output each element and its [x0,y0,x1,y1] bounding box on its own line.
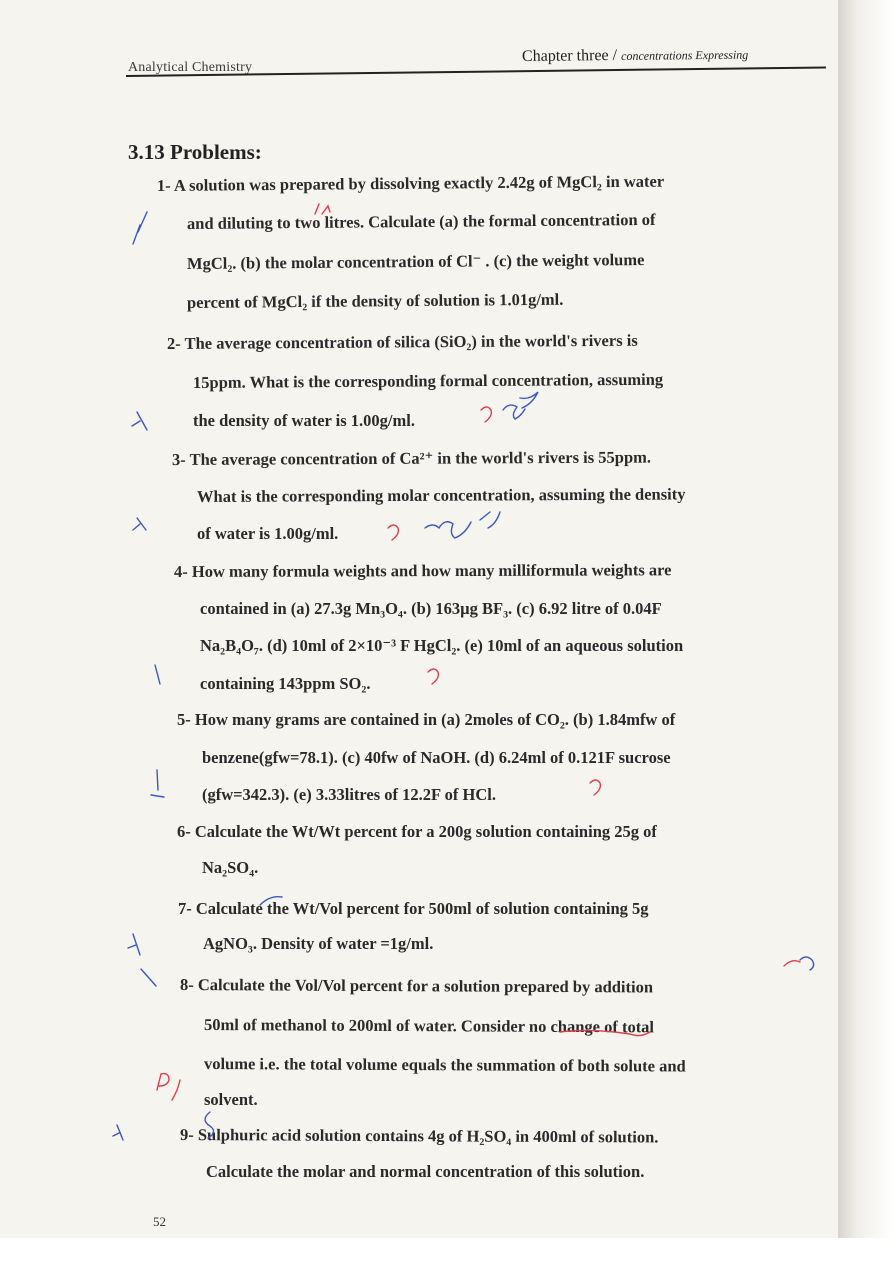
problem-text: How many formula weights and how many milliformula weights are [191,560,672,581]
handwritten-note [425,512,500,538]
problem-2-line-2: 15ppm. What is the corresponding formal concentration, assuming [192,369,664,392]
problem-3-line-3: of water is 1.00g/ml. [197,524,339,543]
handwritten-note [503,392,538,419]
problem-text: The average concentration of Ca²⁺ in the world's rivers is 55ppm. [189,447,652,469]
question-mark-annotation [481,407,491,422]
problem-number: 9- [179,1125,194,1145]
handwritten-note [784,961,800,966]
problem-9-line-2: Calculate the molar and normal concentration of this solution. [206,1162,645,1181]
problem-1-line-4: percent of MgCl₂ if the density of solution is 1.01g/ml. [186,289,564,312]
margin-check-mark [133,212,147,244]
margin-dash-mark [151,770,164,797]
question-mark-annotation [388,525,398,540]
margin-check-mark [128,934,140,955]
question-mark-annotation [590,780,600,795]
handwritten-note [800,957,814,970]
problem-8-line-2: 50ml of methanol to 200ml of water. Consider no change of total [203,1015,655,1037]
problem-8-line-3: volume i.e. the total volume equals the summation of both solute and [203,1054,686,1076]
problem-4-line-3: Na₂B₄O₇. (d) 10ml of 2×10⁻³ F HgCl₂. (e) 10ml of an aqueous solution [200,636,684,655]
problem-text: A solution was prepared by dissolving exactly 2.42g of MgCl₂ in water [173,171,665,195]
problem-5-line-2: benzene(gfw=78.1). (c) 40fw of NaOH. (d) 6.24ml of 0.121F sucrose [202,748,671,767]
problem-4-line-4: containing 143ppm SO₂. [200,674,371,693]
problem-4-line-2: contained in (a) 27.3g Mn₃O₄. (b) 163µg BF₃. (c) 6.92 litre of 0.04F [200,599,662,618]
problem-1-line-3: MgCl₂. (b) the molar concentration of Cl⁻ . (c) the weight volume [186,250,645,273]
margin-check-mark [113,1125,123,1140]
chapter-label: Chapter three / [521,47,618,65]
problem-1-line-2: and diluting to two litres. Calculate (a) the formal concentration of [186,209,656,233]
problem-8-line-4: solvent. [204,1090,258,1109]
handwritten-note [260,897,282,905]
margin-check-mark [133,518,146,530]
problem-number: 8- [179,975,194,995]
section-title: 3.13 Problems: [128,140,262,164]
problem-7-line-2: AgNO₃. Density of water =1g/ml. [203,934,434,953]
problem-text: Calculate the Vol/Vol percent for a solution prepared by addition [197,975,654,997]
handwritten-note [157,1074,180,1100]
chapter-topic: concentrations Expressing [620,47,749,63]
problem-number: 3- [171,449,186,469]
running-header-book-title: Analytical Chemistry [128,60,253,75]
problem-5-line-3: (gfw=342.3). (e) 3.33litres of 12.2F of HCl. [202,785,496,804]
problem-text: Sulphuric acid solution contains 4g of H₂SO₄ in 400ml of solution. [197,1125,659,1147]
problem-number: 6- [177,822,191,841]
problem-number: 2- [166,333,181,353]
problem-text: Calculate the Wt/Wt percent for a 200g solution containing 25g of [194,822,657,841]
problem-2-line-3: the density of water is 1.00g/ml. [193,411,415,430]
margin-check-mark [141,969,156,986]
handwritten-note [205,1112,214,1138]
question-mark-annotation [428,669,438,684]
margin-check-mark [155,665,160,684]
problem-number: 7- [178,899,192,918]
page-number: 52 [153,1214,166,1229]
problem-6-line-2: Na₂SO₄. [202,858,259,877]
margin-check-mark [132,412,147,430]
problem-3-line-2: What is the corresponding molar concentration, assuming the density [196,484,686,506]
handwritten-note [315,204,330,214]
underline-annotation [560,1030,650,1035]
problem-number: 1- [156,175,171,195]
problem-text: Calculate the Wt/Vol percent for 500ml of solution containing 5g [195,899,649,918]
problem-number: 4- [173,561,188,581]
problem-number: 5- [177,710,191,729]
problem-text: How many grams are contained in (a) 2moles of CO₂. (b) 1.84mfw of [194,710,676,729]
problem-text: The average concentration of silica (SiO₂) in the world's rivers is [184,330,638,353]
